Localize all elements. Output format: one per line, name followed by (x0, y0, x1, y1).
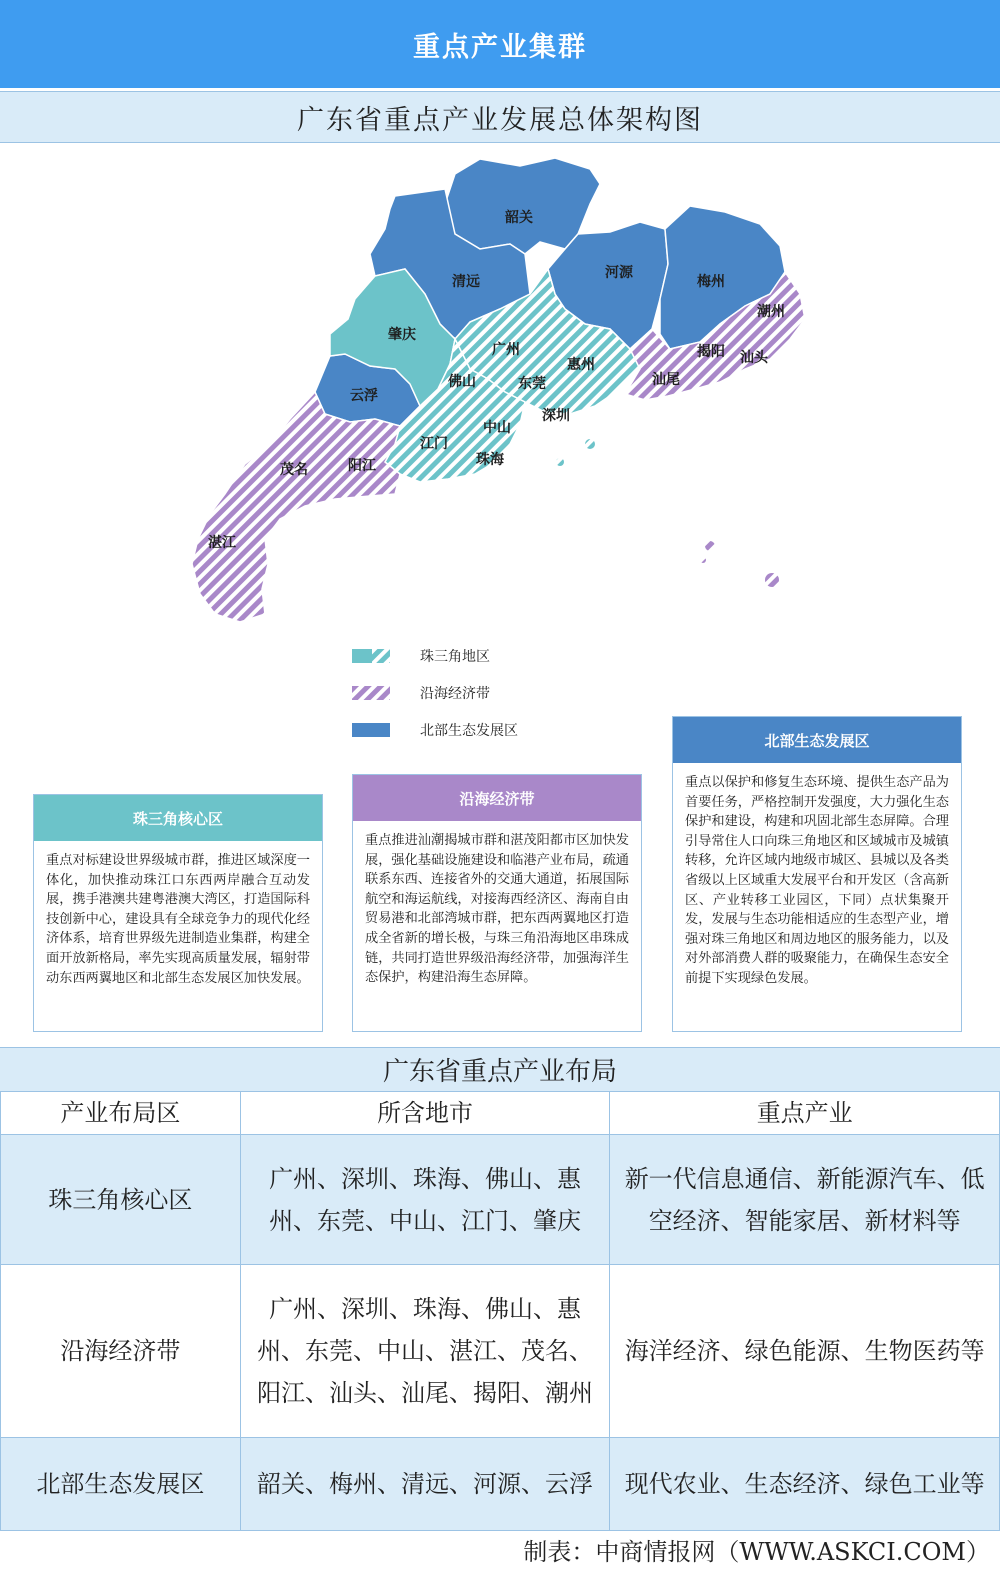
region-west-coast (192, 392, 400, 622)
box-prd-text: 重点对标建设世界级城市群，推进区域深度一体化，加快推动珠江口东西两岸融合互动发展，携手港澳共建粤港澳大湾区，打造国际科技创新中心，建设具有全球竞争力的现代化经济体系，培育世界级先进制造业集群，构建全面开放新格局，率先实现高质量发展，辐射带动东西两翼地区和北部生态发展区加快发展。 (46, 853, 310, 986)
map-label: 深圳 (542, 408, 570, 424)
map-label: 云浮 (350, 388, 378, 404)
box-north (672, 716, 962, 1032)
table-cell-industries: 现代农业、生态经济、绿色工业等 (610, 1438, 1000, 1531)
table-header-row (1, 1092, 1000, 1135)
map-label: 中山 (483, 420, 511, 436)
map-label: 梅州 (697, 274, 725, 290)
table-cell-cities: 广州、深圳、珠海、佛山、惠州、东莞、中山、江门、肇庆 (240, 1135, 610, 1265)
map-label: 河源 (605, 265, 633, 281)
map-label: 茂名 (280, 462, 308, 478)
table-cell-cities: 广州、深圳、珠海、佛山、惠州、东莞、中山、湛江、茂名、阳江、汕头、汕尾、揭阳、潮州 (240, 1265, 610, 1438)
map-label: 韶关 (505, 210, 533, 226)
legend-swatch-coastal-icon (352, 686, 390, 700)
map-label: 汕头 (740, 350, 768, 366)
map-label: 湛江 (208, 535, 236, 551)
guangdong-map (0, 144, 1000, 1044)
legend-label: 北部生态发展区 (420, 723, 518, 739)
box-prd (33, 794, 323, 1032)
legend-item-north (352, 718, 652, 742)
map-label: 东莞 (518, 376, 546, 392)
box-coastal-title: 沿海经济带 (353, 775, 641, 821)
legend-item-coastal (352, 681, 652, 705)
box-coastal (352, 774, 642, 1032)
legend-label: 沿海经济带 (420, 686, 490, 702)
map-label: 清远 (452, 274, 480, 290)
table-header: 所含地市 (240, 1092, 610, 1135)
legend-item-prd (352, 644, 652, 668)
table-title: 广东省重点产业布局 (0, 1047, 1000, 1091)
table-cell-zone: 珠三角核心区 (1, 1135, 241, 1265)
table-cell-zone: 北部生态发展区 (1, 1438, 241, 1531)
table-header: 重点产业 (610, 1092, 1000, 1135)
map-label: 佛山 (448, 374, 476, 390)
map-label: 揭阳 (697, 344, 725, 360)
map-label: 肇庆 (388, 327, 416, 343)
map-label: 江门 (420, 436, 448, 452)
page-banner: 重点产业集群 (0, 0, 1000, 88)
map-label: 潮州 (757, 304, 785, 320)
map-label: 汕尾 (652, 372, 680, 388)
map-title: 广东省重点产业发展总体架构图 (0, 91, 1000, 143)
table-row (1, 1438, 1000, 1531)
table-cell-cities: 韶关、梅州、清远、河源、云浮 (240, 1438, 610, 1531)
box-north-title: 北部生态发展区 (673, 717, 961, 763)
industry-table (0, 1091, 1000, 1531)
map-label: 广州 (492, 342, 520, 358)
legend-swatch-prd-icon (352, 649, 390, 663)
table-cell-zone: 沿海经济带 (1, 1265, 241, 1438)
box-coastal-text: 重点推进汕潮揭城市群和湛茂阳都市区加快发展，强化基础设施建设和临港产业布局，疏通联系东西、连接省外的交通大通道，拓展国际航空和海运航线，对接海西经济区、海南自由贸易港和北部湾城市群，把东西两翼地区打造成全省新的增长极，与珠三角沿海地区串珠成链，共同打造世界级沿海经济带，加强海洋生态保护，构建沿海生态屏障。 (365, 833, 629, 986)
table-cell-industries: 海洋经济、绿色能源、生物医药等 (610, 1265, 1000, 1438)
source-footer: 制表：中商情报网（WWW.ASKCI.COM） (523, 1538, 990, 1566)
map-label: 惠州 (567, 357, 595, 373)
box-prd-title: 珠三角核心区 (34, 795, 322, 841)
map-label: 阳江 (348, 458, 376, 474)
map-label: 珠海 (476, 452, 504, 468)
table-row (1, 1135, 1000, 1265)
table-row (1, 1265, 1000, 1438)
table-header: 产业布局区 (1, 1092, 241, 1135)
legend-label: 珠三角地区 (420, 649, 490, 665)
legend-swatch-north-icon (352, 723, 390, 737)
box-north-text: 重点以保护和修复生态环境、提供生态产品为首要任务，严格控制开发强度，大力强化生态保护和建设，构建和巩固北部生态屏障。合理引导常住人口向珠三角地区和区域城市及城镇转移，允许区域内地级市城区、县城以及各类省级以上区域重大发展平台和开发区（含高新区、产业转移工业园区，下同）点状集聚开发，发展与生态功能相适应的生态型产业，增强对珠三角地区和周边地区的服务能力，以及对外部消费人群的吸聚能力，在确保生态安全前提下实现绿色发展。 (685, 775, 949, 986)
table-cell-industries: 新一代信息通信、新能源汽车、低空经济、智能家居、新材料等 (610, 1135, 1000, 1265)
